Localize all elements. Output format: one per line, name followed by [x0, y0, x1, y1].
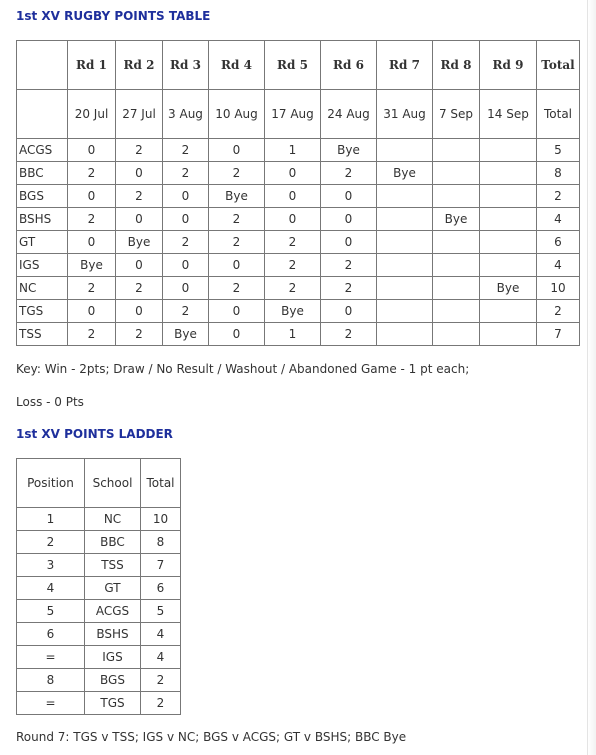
school-cell: IGS — [17, 254, 68, 277]
ladder-position-cell: 8 — [17, 669, 85, 692]
ladder-position-cell: 5 — [17, 600, 85, 623]
points-cell: 2 — [116, 323, 163, 346]
ladder-position-cell: 1 — [17, 508, 85, 531]
table-row — [17, 577, 181, 600]
points-cell: Bye — [116, 231, 163, 254]
date-header: 24 Aug — [321, 90, 377, 139]
points-cell: 0 — [321, 231, 377, 254]
points-cell: 0 — [321, 208, 377, 231]
points-cell — [377, 323, 433, 346]
points-cell: 1 — [265, 139, 321, 162]
points-cell: 2 — [163, 162, 209, 185]
table-row — [17, 508, 181, 531]
ladder-school-cell: NC — [85, 508, 141, 531]
points-cell: 2 — [321, 277, 377, 300]
ladder-header-school: School — [85, 459, 141, 508]
ladder-total-cell: 10 — [141, 508, 181, 531]
points-cell — [377, 300, 433, 323]
total-date-header: Total — [537, 90, 580, 139]
school-cell: GT — [17, 231, 68, 254]
points-cell — [480, 323, 537, 346]
date-header: 20 Jul — [68, 90, 116, 139]
points-cell — [433, 323, 480, 346]
ladder-position-cell: 4 — [17, 577, 85, 600]
points-cell — [433, 231, 480, 254]
points-cell: 2 — [265, 277, 321, 300]
table-row — [17, 139, 580, 162]
ladder-school-cell: BBC — [85, 531, 141, 554]
points-cell — [377, 139, 433, 162]
points-cell: 0 — [163, 254, 209, 277]
points-cell: 2 — [265, 254, 321, 277]
points-cell — [480, 208, 537, 231]
round-header: Rd 5 — [265, 41, 321, 90]
ladder-total-cell: 2 — [141, 669, 181, 692]
points-cell: 2 — [116, 139, 163, 162]
ladder-total-cell: 5 — [141, 600, 181, 623]
points-cell: 0 — [163, 277, 209, 300]
total-cell: 7 — [537, 323, 580, 346]
points-cell: 1 — [265, 323, 321, 346]
points-cell — [433, 185, 480, 208]
ladder-school-cell: BGS — [85, 669, 141, 692]
points-cell: 0 — [209, 254, 265, 277]
round-header: Rd 8 — [433, 41, 480, 90]
table-row — [17, 162, 580, 185]
table-row — [17, 600, 181, 623]
points-cell: Bye — [209, 185, 265, 208]
total-cell: 8 — [537, 162, 580, 185]
points-cell: 0 — [321, 300, 377, 323]
round-header: Rd 3 — [163, 41, 209, 90]
points-cell: 0 — [209, 323, 265, 346]
header-corner-cell — [17, 41, 68, 90]
round-header: Rd 6 — [321, 41, 377, 90]
ladder-school-cell: ACGS — [85, 600, 141, 623]
ladder-title: 1st XV POINTS LADDER — [16, 427, 173, 441]
points-cell: 2 — [321, 323, 377, 346]
table-row — [17, 554, 181, 577]
points-cell: 0 — [68, 139, 116, 162]
ladder-total-cell: 8 — [141, 531, 181, 554]
date-header: 31 Aug — [377, 90, 433, 139]
points-cell — [433, 300, 480, 323]
total-cell: 4 — [537, 208, 580, 231]
points-cell: 2 — [321, 254, 377, 277]
round-header: Rd 4 — [209, 41, 265, 90]
points-cell: 0 — [68, 300, 116, 323]
points-cell — [480, 162, 537, 185]
points-cell: 0 — [68, 185, 116, 208]
table-row — [17, 185, 580, 208]
school-cell: TSS — [17, 323, 68, 346]
ladder-school-cell: GT — [85, 577, 141, 600]
points-cell: 2 — [209, 162, 265, 185]
points-cell — [480, 254, 537, 277]
points-cell: 2 — [209, 277, 265, 300]
school-cell: BBC — [17, 162, 68, 185]
points-cell: 2 — [68, 277, 116, 300]
points-cell: 2 — [116, 277, 163, 300]
points-cell: 2 — [68, 208, 116, 231]
table-row — [17, 646, 181, 669]
date-header: 14 Sep — [480, 90, 537, 139]
date-header: 3 Aug — [163, 90, 209, 139]
table-row — [17, 692, 181, 715]
school-cell: ACGS — [17, 139, 68, 162]
points-cell: Bye — [68, 254, 116, 277]
points-cell — [377, 231, 433, 254]
points-cell — [480, 300, 537, 323]
points-cell: 2 — [265, 231, 321, 254]
school-cell: NC — [17, 277, 68, 300]
date-header-row — [17, 90, 580, 139]
points-cell: 0 — [116, 162, 163, 185]
round-header: Rd 2 — [116, 41, 163, 90]
points-cell — [377, 208, 433, 231]
ladder-position-cell: = — [17, 646, 85, 669]
points-cell: Bye — [321, 139, 377, 162]
round7-fixtures: Round 7: TGS v TSS; IGS v NC; BGS v ACGS; GT v BSHS; BBC Bye — [16, 730, 407, 744]
round-header: Rd 9 — [480, 41, 537, 90]
round-header-row — [17, 41, 580, 90]
total-cell: 6 — [537, 231, 580, 254]
total-cell: 4 — [537, 254, 580, 277]
points-cell — [480, 139, 537, 162]
ladder-position-cell: 2 — [17, 531, 85, 554]
table-row — [17, 231, 580, 254]
school-cell: BSHS — [17, 208, 68, 231]
points-cell: 2 — [116, 185, 163, 208]
round-header: Rd 7 — [377, 41, 433, 90]
points-cell: 2 — [209, 231, 265, 254]
points-cell — [433, 254, 480, 277]
points-table-title: 1st XV RUGBY POINTS TABLE — [16, 9, 211, 23]
date-header: 7 Sep — [433, 90, 480, 139]
table-row — [17, 623, 181, 646]
table-row — [17, 208, 580, 231]
points-cell: Bye — [265, 300, 321, 323]
points-cell: 2 — [68, 162, 116, 185]
total-cell: 10 — [537, 277, 580, 300]
points-cell: 0 — [265, 185, 321, 208]
points-cell: 2 — [163, 139, 209, 162]
total-header: Total — [537, 41, 580, 90]
table-row — [17, 300, 580, 323]
ladder-position-cell: 6 — [17, 623, 85, 646]
ladder-total-cell: 4 — [141, 646, 181, 669]
points-cell: 0 — [321, 185, 377, 208]
ladder-header-row — [17, 459, 181, 508]
ladder-school-cell: BSHS — [85, 623, 141, 646]
total-cell: 5 — [537, 139, 580, 162]
points-cell: 0 — [265, 208, 321, 231]
ladder-position-cell: 3 — [17, 554, 85, 577]
points-cell: 2 — [321, 162, 377, 185]
points-cell — [377, 277, 433, 300]
ladder-header-total: Total — [141, 459, 181, 508]
points-table — [16, 40, 580, 346]
key-loss-text: Loss - 0 Pts — [16, 395, 84, 409]
ladder-position-cell: = — [17, 692, 85, 715]
points-cell: 0 — [116, 208, 163, 231]
points-cell — [433, 139, 480, 162]
table-row — [17, 531, 181, 554]
ladder-school-cell: TGS — [85, 692, 141, 715]
points-cell: 0 — [163, 208, 209, 231]
points-cell — [377, 254, 433, 277]
points-cell — [433, 162, 480, 185]
date-header: 27 Jul — [116, 90, 163, 139]
total-cell: 2 — [537, 185, 580, 208]
school-cell: TGS — [17, 300, 68, 323]
date-header: 10 Aug — [209, 90, 265, 139]
key-text: Key: Win - 2pts; Draw / No Result / Washout / Abandoned Game - 1 pt each; — [16, 362, 470, 376]
points-cell: 0 — [265, 162, 321, 185]
points-cell: 0 — [68, 231, 116, 254]
points-cell — [480, 185, 537, 208]
points-cell: Bye — [480, 277, 537, 300]
ladder-table — [16, 458, 181, 715]
points-cell — [433, 277, 480, 300]
ladder-school-cell: IGS — [85, 646, 141, 669]
header-corner-cell — [17, 90, 68, 139]
ladder-header-position: Position — [17, 459, 85, 508]
ladder-total-cell: 4 — [141, 623, 181, 646]
points-cell — [480, 231, 537, 254]
points-cell: 0 — [116, 254, 163, 277]
school-cell: BGS — [17, 185, 68, 208]
points-cell: 2 — [163, 300, 209, 323]
points-cell: 0 — [116, 300, 163, 323]
points-cell: Bye — [377, 162, 433, 185]
table-row — [17, 277, 580, 300]
table-row — [17, 254, 580, 277]
ladder-school-cell: TSS — [85, 554, 141, 577]
round-header: Rd 1 — [68, 41, 116, 90]
ladder-total-cell: 6 — [141, 577, 181, 600]
date-header: 17 Aug — [265, 90, 321, 139]
points-cell: Bye — [163, 323, 209, 346]
table-row — [17, 669, 181, 692]
total-cell: 2 — [537, 300, 580, 323]
points-cell: 0 — [163, 185, 209, 208]
points-cell: 2 — [163, 231, 209, 254]
points-cell: 0 — [209, 139, 265, 162]
points-cell: 0 — [209, 300, 265, 323]
points-cell — [377, 185, 433, 208]
ladder-total-cell: 7 — [141, 554, 181, 577]
points-cell: 2 — [209, 208, 265, 231]
points-cell: 2 — [68, 323, 116, 346]
table-row — [17, 323, 580, 346]
points-cell: Bye — [433, 208, 480, 231]
ladder-total-cell: 2 — [141, 692, 181, 715]
page-edge — [587, 0, 596, 755]
